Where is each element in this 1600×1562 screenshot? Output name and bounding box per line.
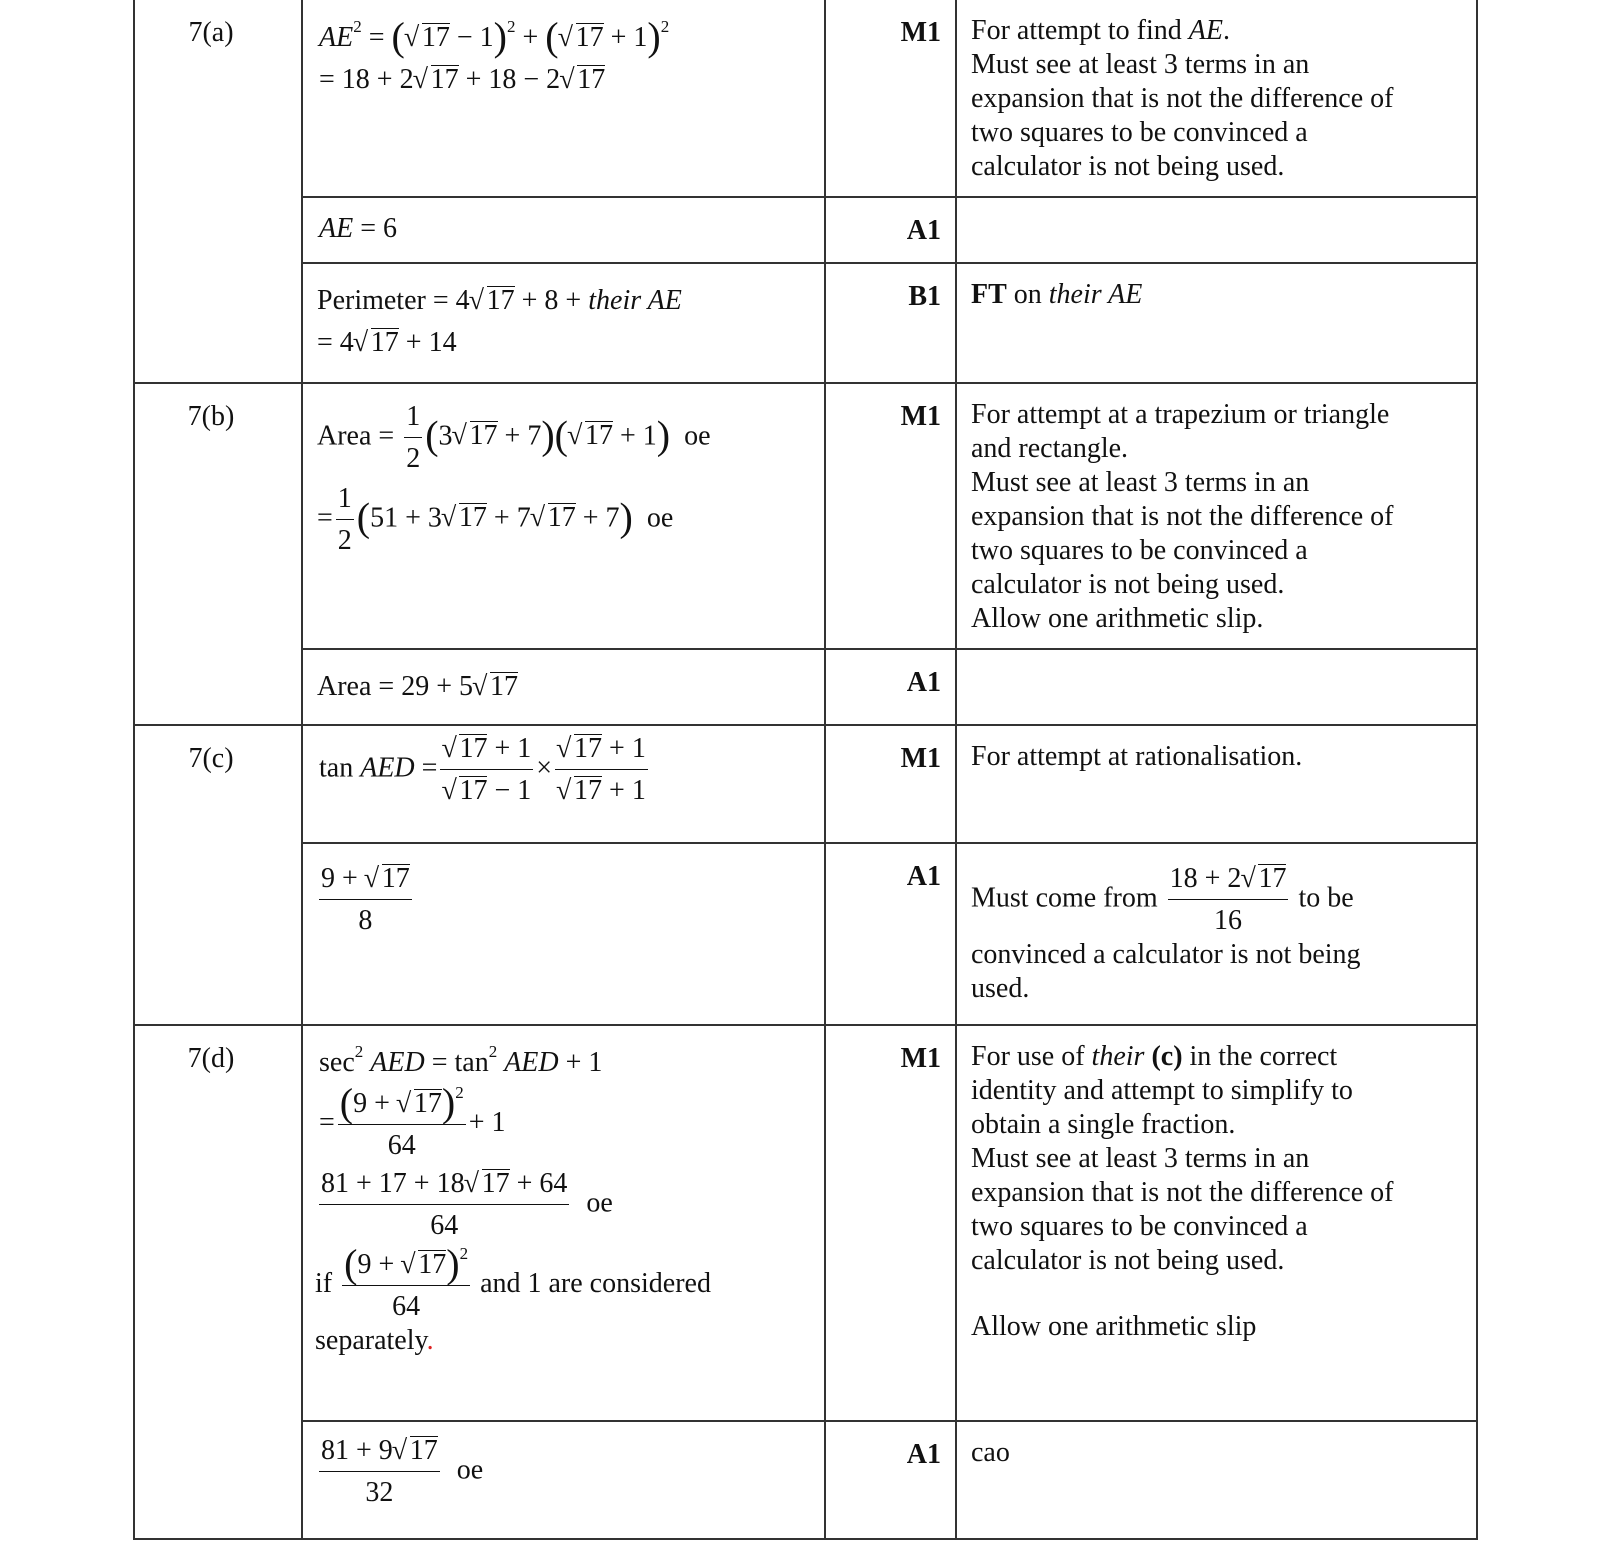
answer-cell: Perimeter = 4√ 17 + 8 + their AE = 4√ 17 + 14	[302, 263, 825, 383]
answer-cell: $\frac{9 + √ 17}{8}$	[302, 843, 825, 1025]
question-number: 7(c)	[134, 725, 302, 1025]
guidance-cell: For attempt to find AE. Must see at least 3 terms in an expansion that is not the difference of two squares to be convinced a calculator is not being used.	[956, 0, 1477, 197]
table-row	[134, 263, 1477, 383]
answer-cell: Area = $\frac{1}{2}$ (3√ 17 + 7)(√ 17 + 1) oe = $\frac{1}{2}$ (51 + 3√ 17 + 7√ 17 + 7) oe	[302, 383, 825, 649]
answer-cell: $AE^2$ = (√ 17 − 1)$^2$ + (√ 17 + 1)$^2$ = 18 + 2√ 17 + 18 − 2√ 17	[302, 0, 825, 197]
answer-cell: AE = 6	[302, 197, 825, 263]
table-row	[134, 1421, 1477, 1539]
guidance-cell	[956, 197, 1477, 263]
mark-code: M1	[825, 383, 956, 649]
guidance-cell: For attempt at a trapezium or triangle and rectangle. Must see at least 3 terms in an expansion that is not the difference of two squares to be convinced a calculator is not being used. Allow one arithmetic slip.	[956, 383, 1477, 649]
guidance-cell: For use of their (c) in the correct identity and attempt to simplify to obtain a single fraction. Must see at least 3 terms in an expansion that is not the difference of two squares to be convinced a calculator is not being used. Allow one arithmetic slip	[956, 1025, 1477, 1421]
mark-code: A1	[825, 649, 956, 725]
answer-cell: tan AED = √ 17 + 1 √ 17 − 1 × √ 17 + 1 √ 17 + 1	[302, 725, 825, 843]
guidance-cell: FT on their AE	[956, 263, 1477, 383]
guidance-cell: Must come from $\frac{18 + 2√ 17}{16}$ to be convinced a calculator is not being used.	[956, 843, 1477, 1025]
table-row	[134, 725, 1477, 843]
question-number: 7(b)	[134, 383, 302, 725]
mark-code: A1	[825, 197, 956, 263]
mark-code: M1	[825, 0, 956, 197]
table-row	[134, 197, 1477, 263]
table-row	[134, 0, 1477, 197]
table-row	[134, 383, 1477, 649]
answer-cell: $\sec^2$ AED = $\tan^2$ AED + 1 = $\frac{(9 + √ 17)^2}{64}$ + 1 $\frac{81 + 17 + 18√ 17 + 64}{64}$ oe if $\frac{(9 + √ 17)^2}{64}$ and 1 are considered separately.	[302, 1025, 825, 1421]
question-number: 7(a)	[134, 0, 302, 383]
guidance-cell: cao	[956, 1421, 1477, 1539]
mark-code: A1	[825, 1421, 956, 1539]
question-number: 7(d)	[134, 1025, 302, 1539]
table-row	[134, 1025, 1477, 1421]
guidance-cell	[956, 649, 1477, 725]
mark-code: M1	[825, 725, 956, 843]
mark-scheme-table	[133, 0, 1478, 1540]
table-row	[134, 843, 1477, 1025]
answer-cell: Area = 29 + 5√ 17	[302, 649, 825, 725]
mark-code: M1	[825, 1025, 956, 1421]
guidance-cell: For attempt at rationalisation.	[956, 725, 1477, 843]
answer-cell: $\frac{81 + 9√ 17}{32}$ oe	[302, 1421, 825, 1539]
table-row	[134, 649, 1477, 725]
mark-code: B1	[825, 263, 956, 383]
mark-code: A1	[825, 843, 956, 1025]
